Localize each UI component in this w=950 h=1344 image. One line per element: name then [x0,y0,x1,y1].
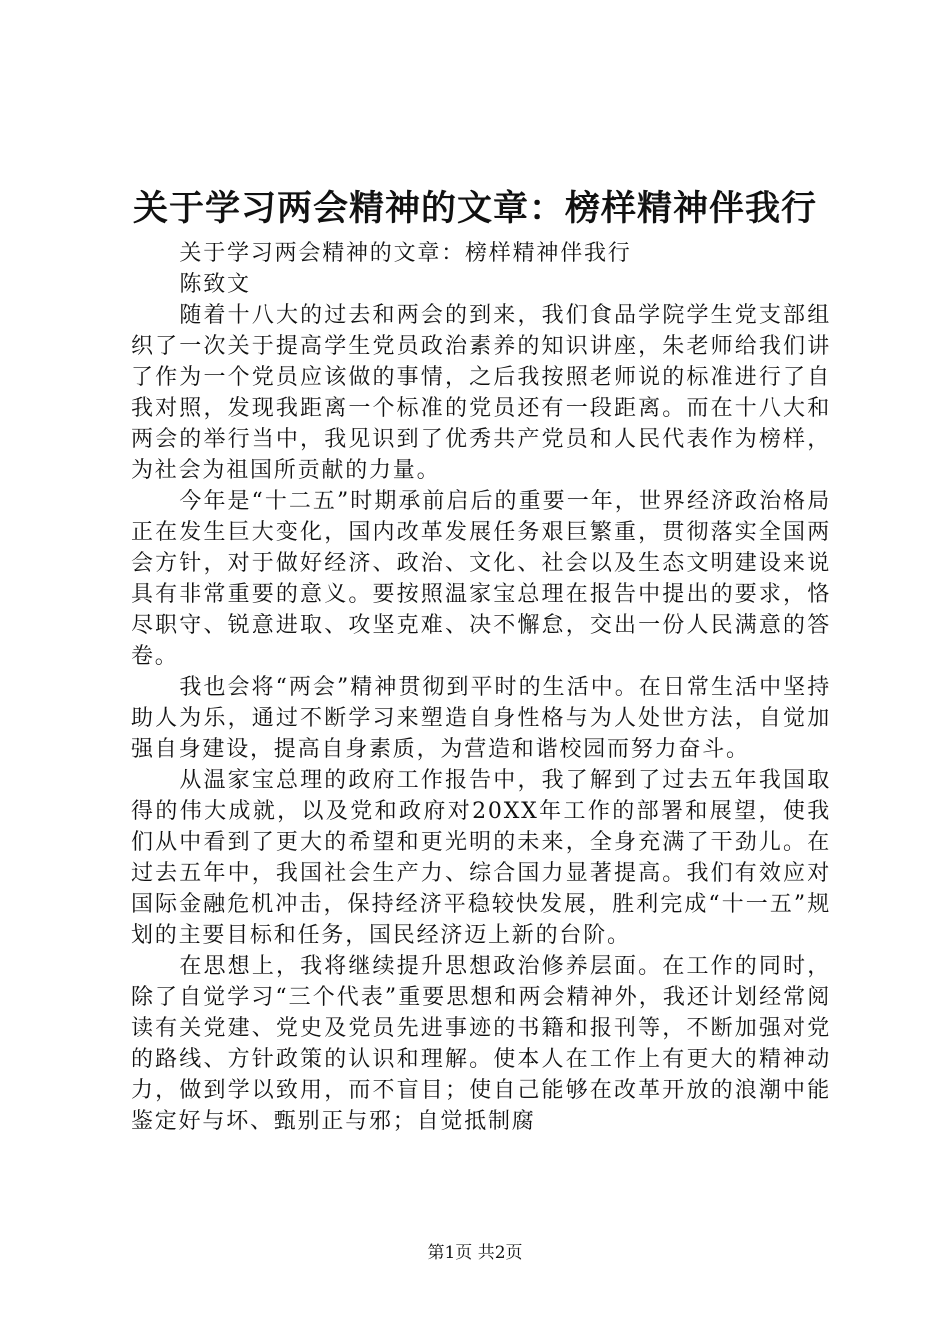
paragraph-3: 我也会将“两会”精神贯彻到平时的生活中。在日常生活中坚持助人为乐，通过不断学习来塑造自身性格与为人处世方法，自觉加强自身建设，提高自身素质，为营造和谐校园而努力奋斗。 [131,675,831,762]
document-title: 关于学习两会精神的文章：榜样精神伴我行 [132,188,817,229]
paragraph-2: 今年是“十二五”时期承前启后的重要一年，世界经济政治格局正在发生巨大变化，国内改革发展任务艰巨繁重，贯彻落实全国两会方针，对于做好经济、政治、文化、社会以及生态文明建设来说具有非常重要的意义。要按照温家宝总理在报告中提出的要求，恪尽职守、锐意进取、攻坚克难、决不懈怠，交出一份人民满意的答卷。 [131,489,831,669]
paragraph-1: 随着十八大的过去和两会的到来，我们食品学院学生党支部组织了一次关于提高学生党员政治素养的知识讲座，朱老师给我们讲了作为一个党员应该做的事情，之后我按照老师说的标准进行了自我对照，发现我距离一个标准的党员还有一段距离。而在十八大和两会的举行当中，我见识到了优秀共产党员和人民代表作为榜样，为社会为祖国所贡献的力量。 [131,303,831,483]
paragraph-4: 从温家宝总理的政府工作报告中，我了解到了过去五年我国取得的伟大成就，以及党和政府对20XX年工作的部署和展望，使我们从中看到了更大的希望和更光明的未来，全身充满了干劲儿。在过去五年中，我国社会生产力、综合国力显著提高。我们有效应对国际金融危机冲击，保持经济平稳较快发展，胜利完成“十一五”规划的主要目标和任务，国民经济迈上新的台阶。 [131,768,831,948]
document-body [131,238,831,1137]
paragraph-5: 在思想上，我将继续提升思想政治修养层面。在工作的同时，除了自觉学习“三个代表”重要思想和两会精神外，我还计划经常阅读有关党建、党史及党员先进事迹的书籍和报刊等，不断加强对党的路线、方针政策的认识和理解。使本人在工作上有更大的精神动力，做到学以致用，而不盲目；使自己能够在改革开放的浪潮中能鉴定好与坏、甄别正与邪；自觉抵制腐 [131,954,831,1134]
subtitle-line: 关于学习两会精神的文章：榜样精神伴我行 [179,241,632,266]
page-footer: 第1页 共2页 [427,1243,523,1263]
author-line: 陈致文 [179,272,251,297]
